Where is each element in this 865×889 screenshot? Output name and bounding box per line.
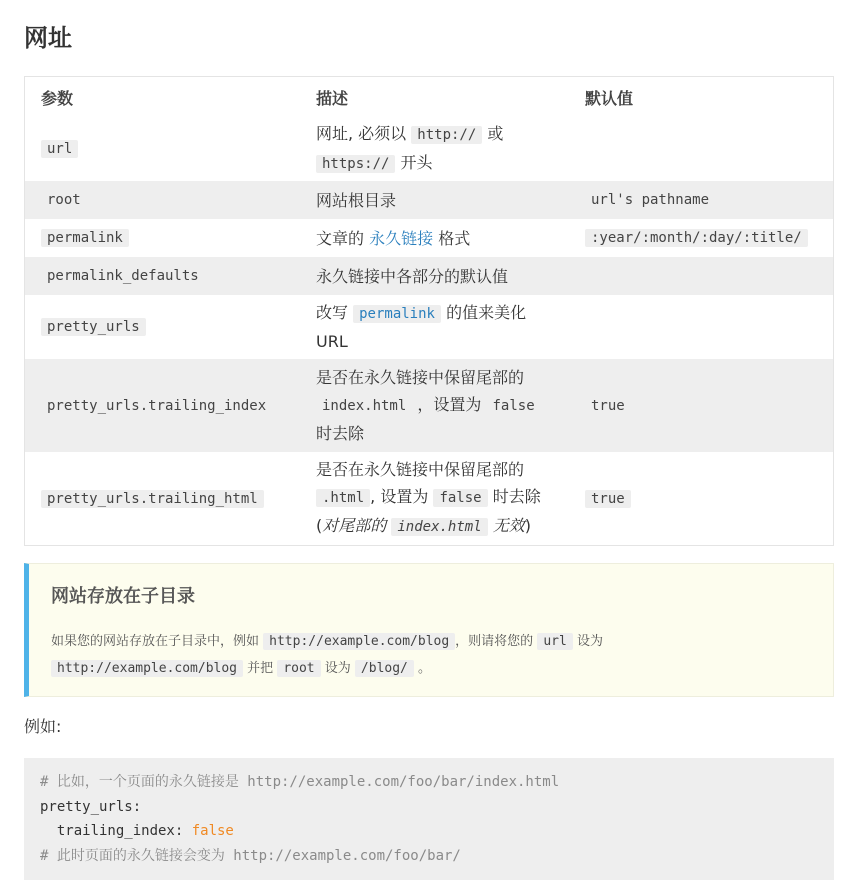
table-row: [25, 295, 833, 359]
description: 是否在永久链接中保留尾部的 index.html ，设置为 false 时去除: [316, 364, 541, 447]
param-code: root: [41, 191, 87, 209]
default-value: url's pathname: [585, 191, 715, 209]
param-code: permalink: [41, 229, 129, 247]
permalink-code-link[interactable]: permalink: [353, 305, 441, 323]
description: 网站根目录: [316, 190, 397, 210]
description: 网址, 必须以 http:// 或 https:// 开头: [316, 124, 504, 172]
page-title: 网址: [24, 24, 72, 52]
code-line: pretty_urls:: [40, 798, 142, 815]
note-callout: [24, 563, 834, 697]
param-code: pretty_urls.trailing_html: [41, 490, 264, 508]
description: 文章的 永久链接 格式: [316, 228, 471, 248]
description: 是否在永久链接中保留尾部的 .html , 设置为 false 时去除 (对尾部的 index.html 无效): [316, 460, 541, 535]
table-row: [25, 181, 833, 219]
table-row: [25, 452, 833, 545]
table-row: [25, 117, 833, 181]
header-description: 描述: [316, 88, 349, 108]
table-row: [25, 359, 833, 452]
table-header-row: [25, 77, 833, 117]
param-code: pretty_urls.trailing_index: [41, 397, 272, 415]
param-code: pretty_urls: [41, 318, 146, 336]
permalink-link[interactable]: 永久链接: [369, 228, 434, 248]
description: 改写 permalink 的值来美化 URL: [316, 303, 527, 351]
code-line: # 比如，一个页面的永久链接是 http://example.com/foo/bar/index.html: [40, 774, 560, 790]
param-code: permalink_defaults: [41, 267, 205, 285]
header-default: 默认值: [585, 88, 634, 108]
table-row: [25, 219, 833, 257]
code-line: # 此时页面的永久链接会变为 http://example.com/foo/bar/: [40, 847, 461, 864]
example-label: 例如:: [24, 717, 62, 736]
note-title: 网站存放在子目录: [51, 586, 195, 607]
header-param: 参数: [41, 88, 74, 108]
code-block: [24, 758, 834, 880]
default-value: true: [585, 490, 631, 508]
description: 永久链接中各部分的默认值: [316, 266, 509, 286]
note-body: 如果您的网站存放在子目录中，例如 http://example.com/blog ，则请将您的 url 设为 http://example.com/blog 并把 root 设为 /blog/ 。: [51, 634, 603, 676]
table-row: [25, 257, 833, 295]
default-value: :year/:month/:day/:title/: [585, 229, 808, 247]
config-table: [24, 76, 834, 546]
default-value: true: [585, 397, 631, 415]
param-code: url: [41, 140, 78, 158]
code-line: trailing_index: false: [40, 823, 234, 839]
